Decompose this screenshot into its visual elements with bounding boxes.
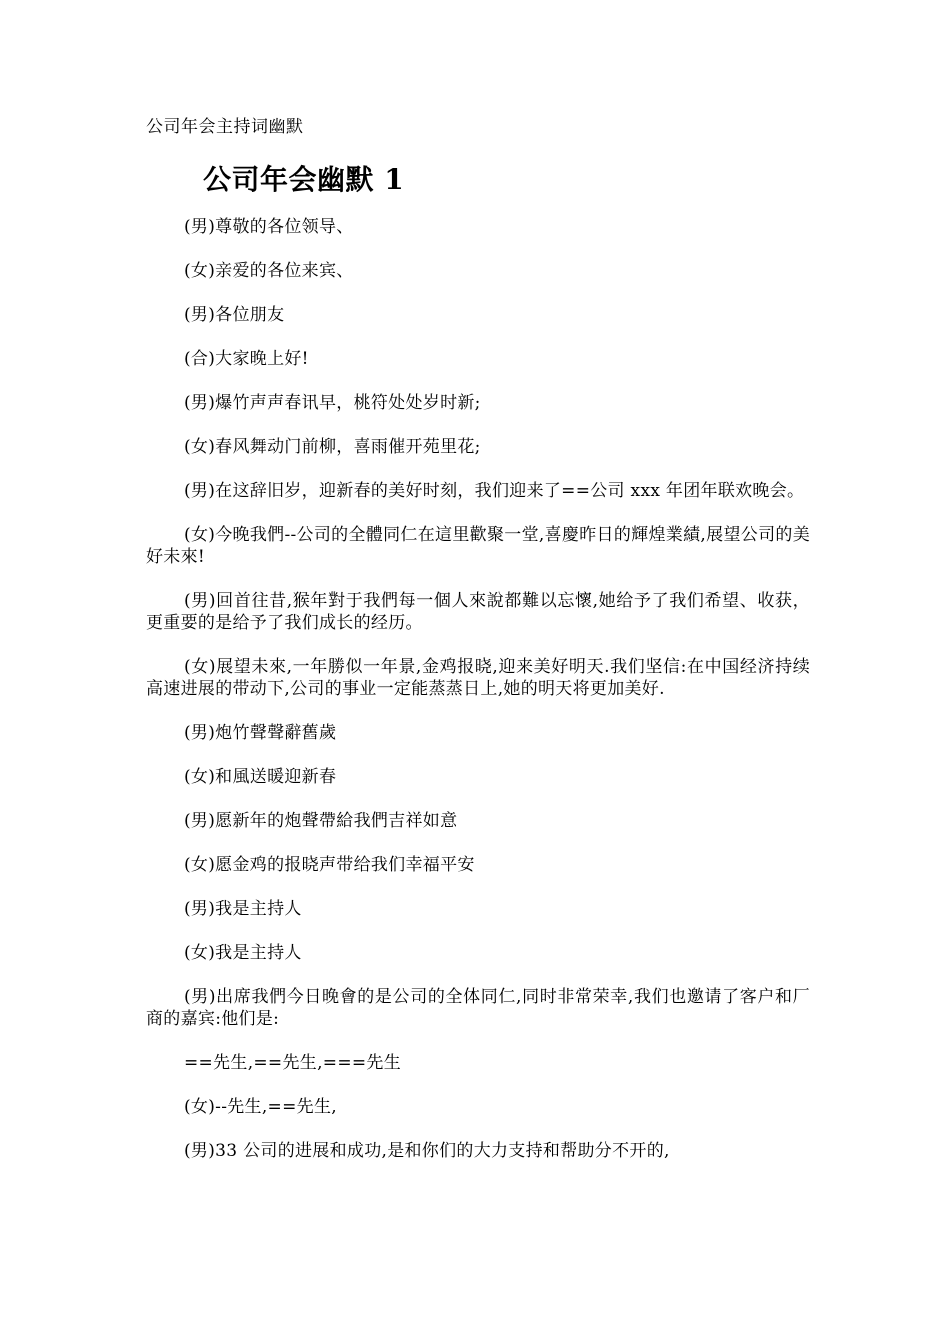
paragraph: (男)尊敬的各位领导、 bbox=[184, 217, 354, 237]
paragraph: (男)炮竹聲聲辭舊歲 bbox=[184, 723, 337, 743]
paragraph: (女)和風送暖迎新春 bbox=[184, 767, 337, 787]
paragraph: (男)出席我們今日晚會的是公司的全体同仁,同时非常荣幸,我们也邀请了客户和厂商的嘉宾:他们是: bbox=[146, 987, 810, 1029]
paragraph: (合)大家晚上好! bbox=[184, 349, 309, 369]
paragraph: (女)--先生,==先生, bbox=[184, 1097, 337, 1117]
paragraph: (男)各位朋友 bbox=[184, 305, 285, 325]
paragraph: (女)展望未來,一年勝似一年景,金鸡报晓,迎来美好明天.我们坚信:在中国经济持续高速进展的带动下,公司的事业一定能蒸蒸日上,她的明天将更加美好. bbox=[146, 657, 810, 699]
paragraph: (男)回首往昔,猴年對于我們每一個人來說都難以忘懷,她给予了我们希望、收获，更重要的是给予了我们成长的经历。 bbox=[146, 591, 810, 633]
document-body bbox=[146, 216, 810, 1184]
paragraph: (男)愿新年的炮聲帶給我們吉祥如意 bbox=[184, 811, 458, 831]
paragraph: (男)我是主持人 bbox=[184, 899, 302, 919]
paragraph: ==先生,==先生,===先生 bbox=[184, 1053, 402, 1073]
paragraph: (女)亲爱的各位来宾、 bbox=[184, 261, 354, 281]
paragraph: (女)我是主持人 bbox=[184, 943, 302, 963]
document-title: 公司年会幽默 1 bbox=[203, 163, 405, 196]
paragraph: (女)春风舞动门前柳，喜雨催开苑里花; bbox=[184, 437, 481, 457]
paragraph: (女)今晚我們--公司的全體同仁在這里歡聚一堂,喜慶昨日的輝煌業績,展望公司的美好未來! bbox=[146, 525, 810, 567]
paragraph: (女)愿金鸡的报晓声带给我们幸福平安 bbox=[184, 855, 475, 875]
paragraph: (男)在这辞旧岁，迎新春的美好时刻，我们迎来了==公司 xxx 年团年联欢晚会。 bbox=[184, 481, 805, 501]
document-header: 公司年会主持词幽默 bbox=[146, 117, 304, 137]
paragraph: (男)爆竹声声春讯早，桃符处处岁时新; bbox=[184, 393, 481, 413]
paragraph: (男)33 公司的进展和成功,是和你们的大力支持和帮助分不开的, bbox=[184, 1141, 670, 1161]
